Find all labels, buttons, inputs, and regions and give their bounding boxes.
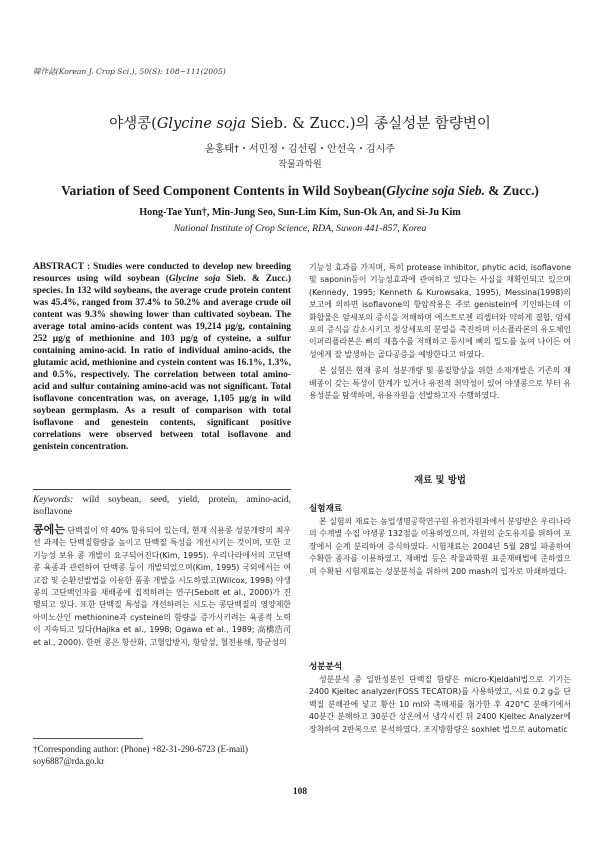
abstract-divider [33, 489, 291, 490]
title-en-species: Glycine soja Sieb. [386, 183, 485, 198]
abstract-species: Glycine soja [168, 274, 221, 284]
materials-section [309, 502, 571, 578]
intro-lead: 콩에는 [33, 523, 65, 536]
authors-english: Hong-Tae Yun†, Min-Jung Seo, Sun-Lim Kim, Sun-Ok An, and Si-Ju Kim [139, 207, 461, 218]
intro-objective: 본 실험은 현재 콩의 성분개량 및 품질향상을 위한 소재개발은 기존의 재배종이 갖는 특성이 한계가 있거나 유전적 취약성이 있어 야생콩으로 부터 유용성분을 탐색하며, 유용자원을 선발하고자 수행하였다. [309, 366, 571, 401]
page-number: 108 [292, 787, 308, 797]
analysis-text: 성분분석 중 일반성분인 단백질 함량은 micro-Kjeldahl법으로 기기는 2400 Kjeltec analyzer(FOSS TECATOR)를 사용하였고, 시료 0.2 g을 단백질 분해관에 넣고 황산 10 ml와 촉매제를 첨가한 후 420°C 분해기에서 40분간 분해하고 30분간 상온에서 냉각시킨 뒤 2400 Kjeltec Analyzer에 장착하여 2반복으로 분석하였다. 조지방함량은 soxhlet 법으로 automatic [309, 675, 571, 734]
keywords-label: Keywords: [33, 495, 74, 505]
footnote-divider [33, 738, 143, 739]
methods-heading: 재료 및 방법 [414, 475, 466, 486]
title-en-post: & Zucc.) [484, 183, 539, 198]
title-en-pre: Variation of Seed Component Contents in Wild Soybean( [61, 183, 387, 198]
keywords [33, 494, 291, 518]
keywords-text: wild soybean, seed, yield, protein, amino-acid, isoflavone [33, 495, 291, 517]
institution-korean: 작물과학원 [278, 160, 322, 170]
materials-heading: 실험재료 [309, 504, 343, 514]
title-ko-species: Glycine soja [156, 116, 246, 132]
journal-header: 韓作誌(Korean J. Crop Sci.), 50(S): 108~111(2005) [33, 67, 226, 76]
intro-continued: 기능성 효과를 가지며, 특히 protease inhibitor, phytic acid, isoflavone 및 saponin등이 기능성효과에 관여하고 있다는 사실을 재확인되고 있으며(Kennedy, 1995; Kenneth & Kurowsaka, 1995), Messina(1998)의 보고에 의하면 isoflavone의 항암작용은 주로 genistein에 기인하는데 이 화합물은 암세포의 증식을 저해하며 에스트로젠 리셉터와 약하게 결합, 암세포의 증식을 감소시키고 정상세포의 분열을 촉진하며 이소플라본의 유도체인 이퍼리플라본은 뼈의 재흡수를 저해하고 동시에 뼈의 밀도를 높여 나이든 여성에게 잘 발생하는 골다공증을 예방한다고 하였다. [309, 263, 571, 359]
intro-text: 단백질이 약 40% 함유되어 있는데, 현재 식용콩 성분개량의 최우선 과제는 단백질함량을 높이고 단백질 특성을 개선시키는 것이며, 또한 고기능성 보유 콩 개발이 요구되어진다(Kim, 1995). 우리나라에서의 고단백 콩 육종과 관련하여 단백콩 등이 개발되었으며(Kim, 1995) 국외에서는 여교잡 및 순환선발법을 이용한 품종 개발을 시도하였고(Wilcox, 1998) 야생콩의 고단백인자를 재배종에 집적하려는 연구(Sebolt et al., 2000)가 진행되고 있다. 또한 단백질 특성을 개선하려는 시도는 콩단백질의 영양제한 아미노산인 methionine과 cysteine의 함량을 증가시키려는 육종적 노력이 지속되고 있다(Hajika et al., 1998; Ogawa et al., 1989; 高橋浩司 et al., 2000). 한편 콩은 항산화, 고혈압방지, 항암성, 혈전용해, 항균성의 [33, 526, 291, 647]
abstract-label: ABSTRACT : [33, 262, 91, 272]
abstract-text-a: Studies were conducted to develop new breeding resources using wild soybean ( [33, 262, 291, 284]
title-korean [0, 112, 600, 133]
title-ko-post: Sieb. & Zucc.)의 종실성분 함량변이 [245, 116, 491, 132]
institution-english: National Institute of Crop Science, RDA, Suwon 441-857, Korea [173, 223, 427, 234]
title-ko-pre: 야생콩( [109, 116, 157, 132]
abstract [33, 261, 291, 453]
analysis-heading: 성분분석 [309, 662, 343, 672]
authors-korean: 윤홍태†・서민정・김선림・안선옥・김시주 [205, 144, 395, 155]
title-english [0, 183, 600, 199]
analysis-section [309, 660, 571, 736]
right-column [309, 262, 571, 402]
introduction [33, 524, 291, 649]
abstract-text-b: Sieb. & Zucc.) species. In 132 wild soybeans, the average crude protein content was 45.4%, ranged from 37.4% to 50.2% and average crude oil content was 9.3% showing lower than cultivated soybean. The average total amino-acids content was 19,214 µg/g, containing 252 µg/g of methionine and 103 µg/g of cysteine, a sulfur containing amino-acid. In ratio of individual amino-acids, the glutamic acid, methionine and cystein content was 16.1%, 1.3%, and 0.5%, respectively. The correlation between total amino-acid and sulfur containing amino-acid was not significant. Total isoflavone concentration was, on average, 1,105 µg/g in wild soybean germplasm. As a result of comparison with total isoflavone and genestein contents, significant positive correlations were observed between total isoflavone and genistein concentration. [33, 274, 291, 452]
materials-text: 본 실험의 재료는 농업생명공학연구원 유전자원과에서 분양받은 우리나라의 수계별 수집 야생콩 132점을 이용하였으며, 자원의 순도유지를 위하여 포장에서 순계 분리하여 증식하였다. 시험재료는 2004년 5월 28일 파종하여 수확한 종자를 이용하였고, 재배법 등은 작물과학원 표준재배법에 준하였으며 수확된 시험재료는 성분분석을 위하여 200 mash의 입자로 마쇄하였다. [309, 517, 571, 576]
footnote: †Corresponding author: (Phone) +82-31-290-6723 (E-mail) soy6887@rda.go.kr [33, 744, 249, 766]
